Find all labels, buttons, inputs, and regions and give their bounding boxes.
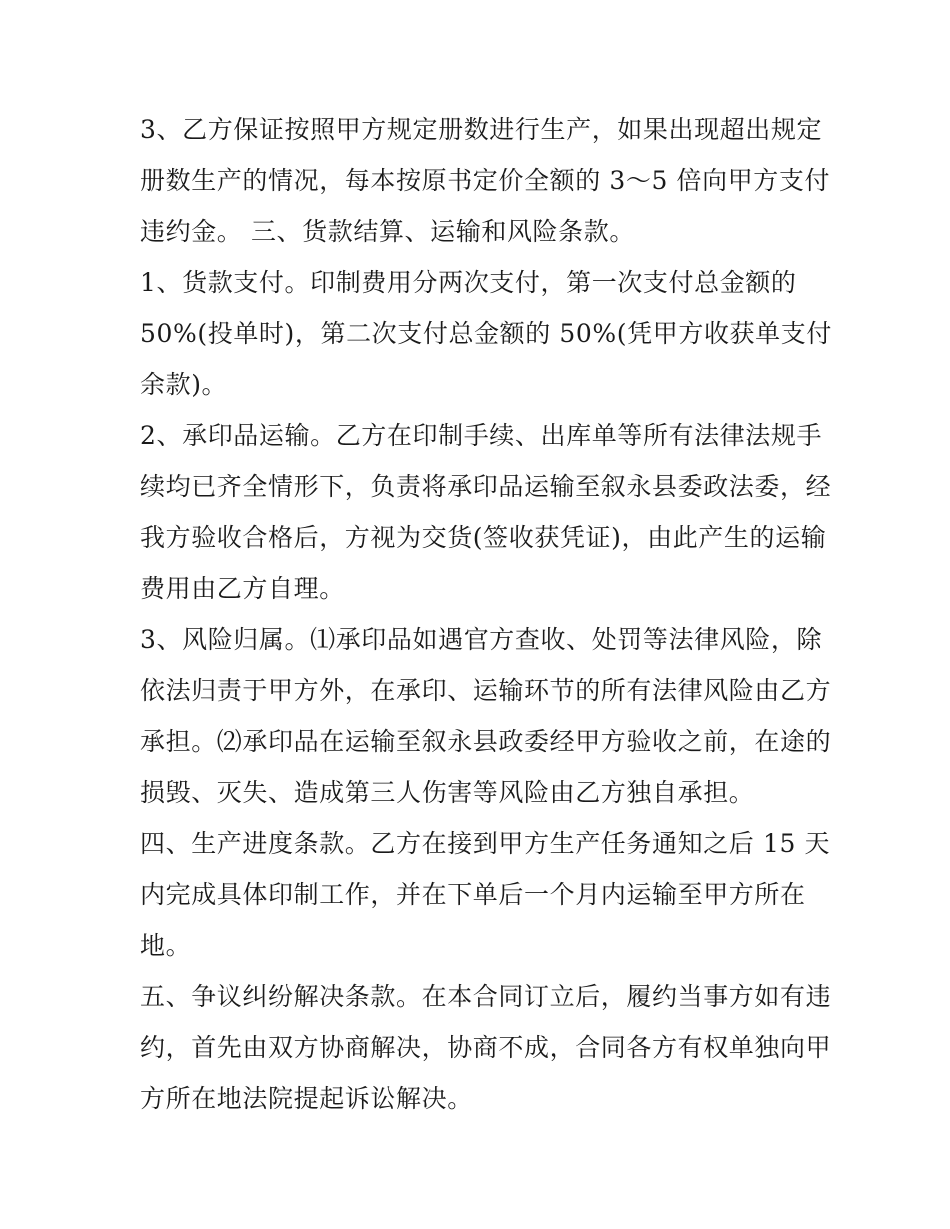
text-line: 3、风险归属。⑴承印品如遇官方查收、处罚等法律风险，除 (140, 625, 823, 654)
text-line: 损毁、灭失、造成第三人伤害等风险由乙方独自承担。 (140, 778, 755, 807)
text-line: 违约金。 三、货款结算、运输和风险条款。 (140, 217, 635, 246)
text-line: 2、承印品运输。乙方在印制手续、出库单等所有法律法规手 (140, 421, 823, 450)
text-line: 3、乙方保证按照甲方规定册数进行生产，如果出现超出规定 (140, 115, 823, 144)
text-line: 依法归责于甲方外，在承印、运输环节的所有法律风险由乙方 (140, 676, 832, 705)
text-line: 50%(投单时)，第二次支付总金额的 50%(凭甲方收获单支付 (140, 319, 832, 348)
text-line: 1、货款支付。印制费用分两次支付，第一次支付总金额的 (140, 268, 797, 297)
text-line: 续均已齐全情形下，负责将承印品运输至叙永县委政法委，经 (140, 472, 832, 501)
text-line: 册数生产的情况，每本按原书定价全额的 3～5 倍向甲方支付 (140, 166, 831, 195)
text-line: 四、生产进度条款。乙方在接到甲方生产任务通知之后 15 天 (140, 829, 831, 858)
text-line: 我方验收合格后，方视为交货(签收获凭证)，由此产生的运输 (140, 523, 827, 552)
text-line: 费用由乙方自理。 (140, 574, 345, 603)
text-line: 余款)。 (140, 370, 228, 399)
text-line: 承担。⑵承印品在运输至叙永县政委经甲方验收之前，在途的 (140, 727, 832, 756)
text-line: 方所在地法院提起诉讼解决。 (140, 1084, 473, 1113)
text-line: 五、争议纠纷解决条款。在本合同订立后，履约当事方如有违 (140, 982, 832, 1011)
text-line: 地。 (140, 931, 192, 960)
text-line: 内完成具体印制工作，并在下单后一个月内运输至甲方所在 (140, 880, 806, 909)
text-line: 约，首先由双方协商解决，协商不成，合同各方有权单独向甲 (140, 1033, 832, 1062)
